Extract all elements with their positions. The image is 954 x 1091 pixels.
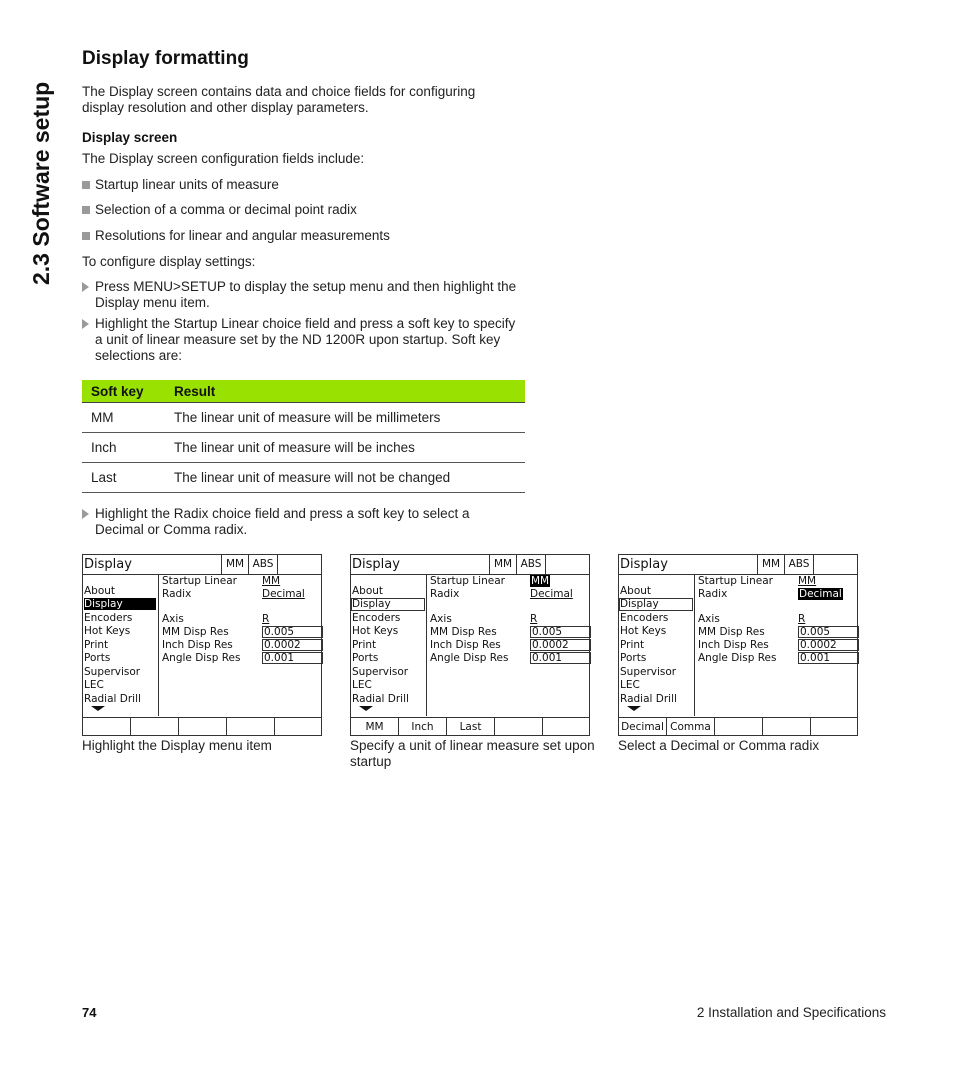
field-mm-disp-res[interactable]: 0.005	[262, 626, 323, 638]
unit-badge: MM	[757, 555, 784, 574]
step-arrow-icon	[82, 509, 89, 519]
scroll-down-icon[interactable]	[91, 706, 105, 711]
softkey-5[interactable]	[275, 718, 322, 736]
bullet-square-icon	[82, 232, 90, 240]
softkey-3[interactable]	[715, 718, 763, 736]
field-label-startup-linear: Startup Linear	[430, 575, 505, 587]
setup-menu	[619, 575, 695, 716]
table-cell: MM	[82, 403, 165, 433]
table-cell: The linear unit of measure will not be changed	[165, 463, 525, 493]
bullet-item: Startup linear units of measure	[82, 177, 279, 192]
field-angle-disp-res[interactable]: 0.001	[530, 652, 591, 664]
softkey-4[interactable]	[227, 718, 275, 736]
field-label-radix: Radix	[430, 588, 460, 600]
table-row	[82, 403, 525, 433]
mode-badge: ABS	[784, 555, 814, 574]
menu-item-supervisor[interactable]: Supervisor	[84, 666, 141, 678]
field-label-axis: Axis	[162, 613, 184, 625]
field-radix[interactable]: Decimal	[262, 588, 305, 600]
field-mm-disp-res[interactable]: 0.005	[798, 626, 859, 638]
softkey-4[interactable]	[763, 718, 811, 736]
field-radix[interactable]: Decimal	[799, 588, 842, 600]
field-label-angle-disp-res: Angle Disp Res	[698, 652, 777, 664]
softkey-table	[82, 380, 525, 493]
field-label-radix: Radix	[698, 588, 728, 600]
softkey-comma[interactable]: Comma	[667, 718, 715, 736]
softkey-last[interactable]: Last	[447, 718, 495, 736]
softkey-bar	[619, 717, 857, 736]
field-radix[interactable]: Decimal	[530, 588, 573, 600]
field-label-axis: Axis	[698, 613, 720, 625]
table-header-result: Result	[165, 380, 525, 403]
field-angle-disp-res[interactable]: 0.001	[262, 652, 323, 664]
unit-badge: MM	[489, 555, 516, 574]
menu-item-encoders[interactable]: Encoders	[84, 612, 133, 624]
menu-item-print[interactable]: Print	[84, 639, 109, 651]
field-axis[interactable]: R	[262, 613, 270, 625]
softkey-bar	[351, 717, 589, 736]
field-startup-linear[interactable]: MM	[262, 575, 281, 587]
menu-item-about[interactable]: About	[620, 585, 652, 597]
scroll-down-icon[interactable]	[627, 706, 641, 711]
menu-item-display[interactable]: Display	[351, 598, 425, 611]
softkey-5[interactable]	[543, 718, 590, 736]
display-screen-2	[350, 554, 590, 736]
step-arrow-icon	[82, 319, 89, 329]
page-number: 74	[82, 1005, 97, 1020]
field-mm-disp-res[interactable]: 0.005	[530, 626, 591, 638]
menu-item-ports[interactable]: Ports	[620, 652, 647, 664]
table-cell: The linear unit of measure will be millimeters	[165, 403, 525, 433]
setup-menu	[83, 575, 159, 716]
field-label-axis: Axis	[430, 613, 452, 625]
table-row	[82, 463, 525, 493]
mode-badge: ABS	[516, 555, 546, 574]
menu-item-supervisor[interactable]: Supervisor	[352, 666, 409, 678]
field-axis[interactable]: R	[530, 613, 538, 625]
field-label-angle-disp-res: Angle Disp Res	[430, 652, 509, 664]
softkey-2[interactable]	[131, 718, 179, 736]
table-header-row	[82, 380, 525, 403]
intro-paragraph: The Display screen contains data and choice fields for configuring display resolution and other display parameters.	[82, 84, 476, 115]
softkey-1[interactable]	[83, 718, 131, 736]
screen-caption-3: Select a Decimal or Comma radix	[618, 738, 820, 753]
field-label-inch-disp-res: Inch Disp Res	[162, 639, 233, 651]
screen-header	[351, 555, 589, 575]
menu-item-display[interactable]: Display	[84, 598, 156, 610]
fields-intro: The Display screen configuration fields include:	[82, 151, 365, 166]
menu-item-print[interactable]: Print	[352, 639, 377, 651]
field-label-mm-disp-res: MM Disp Res	[698, 626, 765, 638]
table-row	[82, 433, 525, 463]
screen-header	[619, 555, 857, 575]
table-cell: Last	[82, 463, 165, 493]
screen-title: Display	[84, 557, 132, 572]
menu-item-ports[interactable]: Ports	[84, 652, 111, 664]
menu-item-radial-drill[interactable]: Radial Drill	[620, 693, 677, 705]
menu-item-display[interactable]: Display	[619, 598, 693, 611]
softkey-3[interactable]	[179, 718, 227, 736]
field-label-mm-disp-res: MM Disp Res	[162, 626, 229, 638]
bullet-square-icon	[82, 206, 90, 214]
scroll-down-icon[interactable]	[359, 706, 373, 711]
step-item: Highlight the Radix choice field and press a soft key to select a Decimal or Comma radix.	[82, 506, 532, 540]
field-label-inch-disp-res: Inch Disp Res	[430, 639, 501, 651]
field-inch-disp-res[interactable]: 0.0002	[798, 639, 859, 651]
screen-header	[83, 555, 321, 575]
menu-item-radial-drill[interactable]: Radial Drill	[352, 693, 409, 705]
screen-title: Display	[352, 557, 400, 572]
field-inch-disp-res[interactable]: 0.0002	[262, 639, 323, 651]
step-arrow-icon	[82, 282, 89, 292]
field-startup-linear[interactable]: MM	[798, 575, 817, 587]
section-heading: Display formatting	[82, 48, 249, 69]
bullet-square-icon	[82, 181, 90, 189]
menu-item-print[interactable]: Print	[620, 639, 645, 651]
softkey-inch[interactable]: Inch	[399, 718, 447, 736]
menu-item-hot-keys[interactable]: Hot Keys	[620, 625, 667, 637]
field-label-inch-disp-res: Inch Disp Res	[698, 639, 769, 651]
softkey-5[interactable]	[811, 718, 858, 736]
chapter-side-title-text: 2.3 Software setup	[28, 81, 54, 285]
field-startup-linear[interactable]: MM	[531, 575, 550, 587]
step-item: Press MENU>SETUP to display the setup menu and then highlight the Display menu item.	[82, 279, 532, 313]
bullet-item: Resolutions for linear and angular measurements	[82, 228, 390, 243]
menu-item-lec[interactable]: LEC	[84, 679, 104, 691]
display-screen-3	[618, 554, 858, 736]
menu-item-radial-drill[interactable]: Radial Drill	[84, 693, 141, 705]
menu-item-about[interactable]: About	[352, 585, 384, 597]
menu-item-encoders[interactable]: Encoders	[620, 612, 669, 624]
configure-intro: To configure display settings:	[82, 254, 256, 269]
display-screen-1	[82, 554, 322, 736]
field-label-startup-linear: Startup Linear	[698, 575, 773, 587]
field-angle-disp-res[interactable]: 0.001	[798, 652, 859, 664]
setup-menu	[351, 575, 427, 716]
field-label-angle-disp-res: Angle Disp Res	[162, 652, 241, 664]
unit-badge: MM	[221, 555, 248, 574]
screen-caption-2: Specify a unit of linear measure set upon startup	[350, 738, 595, 769]
footer-chapter: 2 Installation and Specifications	[696, 1005, 886, 1020]
menu-item-lec[interactable]: LEC	[352, 679, 372, 691]
bullet-item: Selection of a comma or decimal point radix	[82, 202, 357, 217]
menu-item-hot-keys[interactable]: Hot Keys	[84, 625, 131, 637]
table-cell: The linear unit of measure will be inches	[165, 433, 525, 463]
screen-caption-1: Highlight the Display menu item	[82, 738, 272, 753]
menu-item-ports[interactable]: Ports	[352, 652, 379, 664]
softkey-bar	[83, 717, 321, 736]
menu-item-encoders[interactable]: Encoders	[352, 612, 401, 624]
softkey-4[interactable]	[495, 718, 543, 736]
menu-item-supervisor[interactable]: Supervisor	[620, 666, 677, 678]
field-inch-disp-res[interactable]: 0.0002	[530, 639, 591, 651]
subsection-heading: Display screen	[82, 130, 178, 145]
softkey-decimal[interactable]: Decimal	[619, 718, 667, 736]
menu-item-lec[interactable]: LEC	[620, 679, 640, 691]
step-item: Highlight the Startup Linear choice field and press a soft key to specify a unit of linear measure set by the ND 1200R upon startup. Soft key selections are:	[82, 316, 532, 366]
softkey-mm[interactable]: MM	[351, 718, 399, 736]
mode-badge: ABS	[248, 555, 278, 574]
chapter-side-title	[24, 52, 64, 287]
field-label-mm-disp-res: MM Disp Res	[430, 626, 497, 638]
table-cell: Inch	[82, 433, 165, 463]
field-axis[interactable]: R	[798, 613, 806, 625]
field-label-radix: Radix	[162, 588, 192, 600]
screen-title: Display	[620, 557, 668, 572]
table-header-softkey: Soft key	[82, 380, 165, 403]
menu-item-hot-keys[interactable]: Hot Keys	[352, 625, 399, 637]
menu-item-about[interactable]: About	[84, 585, 116, 597]
field-label-startup-linear: Startup Linear	[162, 575, 237, 587]
